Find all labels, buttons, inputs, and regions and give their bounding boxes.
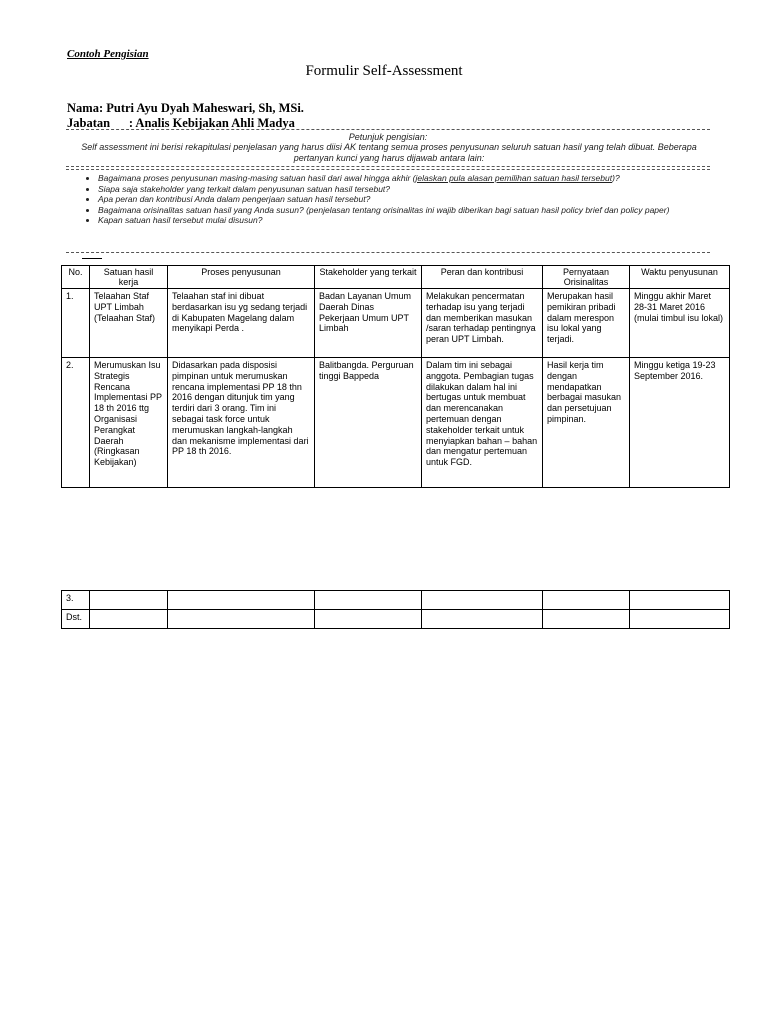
header-originality: Pernyataan Orisinalitas bbox=[543, 266, 630, 289]
key-questions-list bbox=[80, 173, 718, 226]
question-item: • Siapa saja stakeholder yang terkait dalam penyusunan satuan hasil tersebut? bbox=[98, 184, 718, 195]
question-item: • Bagaimana proses penyusunan masing-masing satuan hasil dari awal hingga akhir (jelaskan pula alasan pemilihan satuan hasil tersebut)? bbox=[98, 173, 718, 184]
cell-stakeholder: Badan Layanan Umum Daerah Dinas Pekerjaan Umum UPT Limbah bbox=[315, 289, 422, 358]
table-row bbox=[62, 591, 730, 610]
header-time: Waktu penyusunan bbox=[630, 266, 730, 289]
cell-role: Melakukan pencermatan terhadap isu yang terjadi dan memberikan masukan /saran terhadap pentingnya peran UPT Limbah. bbox=[422, 289, 543, 358]
cell-empty bbox=[168, 610, 315, 629]
table-row bbox=[62, 358, 730, 488]
example-label: Contoh Pengisian bbox=[67, 48, 149, 60]
cell-no: 1. bbox=[62, 289, 90, 358]
continuation-table bbox=[61, 590, 730, 629]
cell-empty bbox=[630, 610, 730, 629]
instructions-heading: Petunjuk pengisian: bbox=[348, 132, 428, 142]
cell-process: Didasarkan pada disposisi pimpinan untuk merumuskan rencana implementasi PP 18 thn 2016 dengan ditunjuk tim yang terdiri dari 3 orang. Tim ini sebagai task force untuk merumuskan langkah-langkah dan mekanisme implementasi dari PP 18 th 2016. bbox=[168, 358, 315, 488]
cell-no: 2. bbox=[62, 358, 90, 488]
cell-work-unit: Telaahan Staf UPT Limbah (Telaahan Staf) bbox=[90, 289, 168, 358]
cell-empty bbox=[315, 610, 422, 629]
header-no: No. bbox=[62, 266, 90, 289]
cell-work-unit: Merumuskan Isu Strategis Rencana Implementasi PP 18 th 2016 ttg Organisasi Perangkat Daerah (Ringkasan Kebijakan) bbox=[90, 358, 168, 488]
header-work-unit: Satuan hasil kerja bbox=[90, 266, 168, 289]
dashed-divider bbox=[66, 252, 710, 253]
instructions-body: Self assessment ini berisi rekapitulasi penjelasan yang harus diisi AK tentang semua proses penyusunan seluruh satuan hasil yang telah dibuat. Beberapa pertanyan kunci yang harus dijawab antara lain: bbox=[81, 142, 697, 163]
cell-empty bbox=[90, 610, 168, 629]
position-line: Jabatan : Analis Kebijakan Ahli Madya bbox=[67, 116, 295, 130]
table-row bbox=[62, 289, 730, 358]
cell-empty bbox=[422, 610, 543, 629]
table-header-row bbox=[62, 266, 730, 289]
cell-no: Dst. bbox=[62, 610, 90, 629]
name-line: Nama: Putri Ayu Dyah Maheswari, Sh, MSi. bbox=[67, 101, 304, 115]
header-process: Proses penyusunan bbox=[168, 266, 315, 289]
question-item: • Apa peran dan kontribusi Anda dalam pengerjaan satuan hasil tersebut? bbox=[98, 194, 718, 205]
cell-time: Minggu ketiga 19-23 September 2016. bbox=[630, 358, 730, 488]
cell-stakeholder: Balitbangda. Perguruan tinggi Bappeda bbox=[315, 358, 422, 488]
cell-empty bbox=[315, 591, 422, 610]
cell-process: Telaahan staf ini dibuat berdasarkan isu yg sedang terjadi di Kabupaten Magelang dalam menyikapi Perda . bbox=[168, 289, 315, 358]
question-item: • Kapan satuan hasil tersebut mulai disusun? bbox=[98, 215, 718, 226]
header-role: Peran dan kontribusi bbox=[422, 266, 543, 289]
cell-time: Minggu akhir Maret 28-31 Maret 2016 (mulai timbul isu lokal) bbox=[630, 289, 730, 358]
header-stakeholder: Stakeholder yang terkait bbox=[315, 266, 422, 289]
cell-no: 3. bbox=[62, 591, 90, 610]
table-row bbox=[62, 610, 730, 629]
cell-empty bbox=[543, 591, 630, 610]
form-title: Formulir Self-Assessment bbox=[305, 63, 463, 79]
dashed-divider bbox=[66, 169, 710, 170]
cell-originality: Merupakan hasil pemikiran pribadi dalam merespon isu lokal yang terjadi. bbox=[543, 289, 630, 358]
question-item: • Bagaimana orisinalitas satuan hasil yang Anda susun? (penjelasan tentang orisinalitas ini wajib diberikan bagi satuan hasil policy brief dan policy paper) bbox=[98, 205, 718, 216]
cell-empty bbox=[630, 591, 730, 610]
dashed-divider bbox=[66, 166, 710, 167]
dashed-divider bbox=[66, 129, 710, 130]
cell-empty bbox=[422, 591, 543, 610]
short-rule bbox=[82, 258, 102, 259]
self-assessment-table bbox=[61, 265, 730, 488]
cell-originality: Hasil kerja tim dengan mendapatkan berbagai masukan dan persetujuan pimpinan. bbox=[543, 358, 630, 488]
cell-empty bbox=[168, 591, 315, 610]
cell-empty bbox=[90, 591, 168, 610]
cell-role: Dalam tim ini sebagai anggota. Pembagian tugas dilakukan dalam hal ini bertugas untuk membuat dan merencanakan pertemuan dengan stakeholder terkait untuk menyiapkan bahan – bahan dan mengatur pertemuan untuk FGD. bbox=[422, 358, 543, 488]
cell-empty bbox=[543, 610, 630, 629]
